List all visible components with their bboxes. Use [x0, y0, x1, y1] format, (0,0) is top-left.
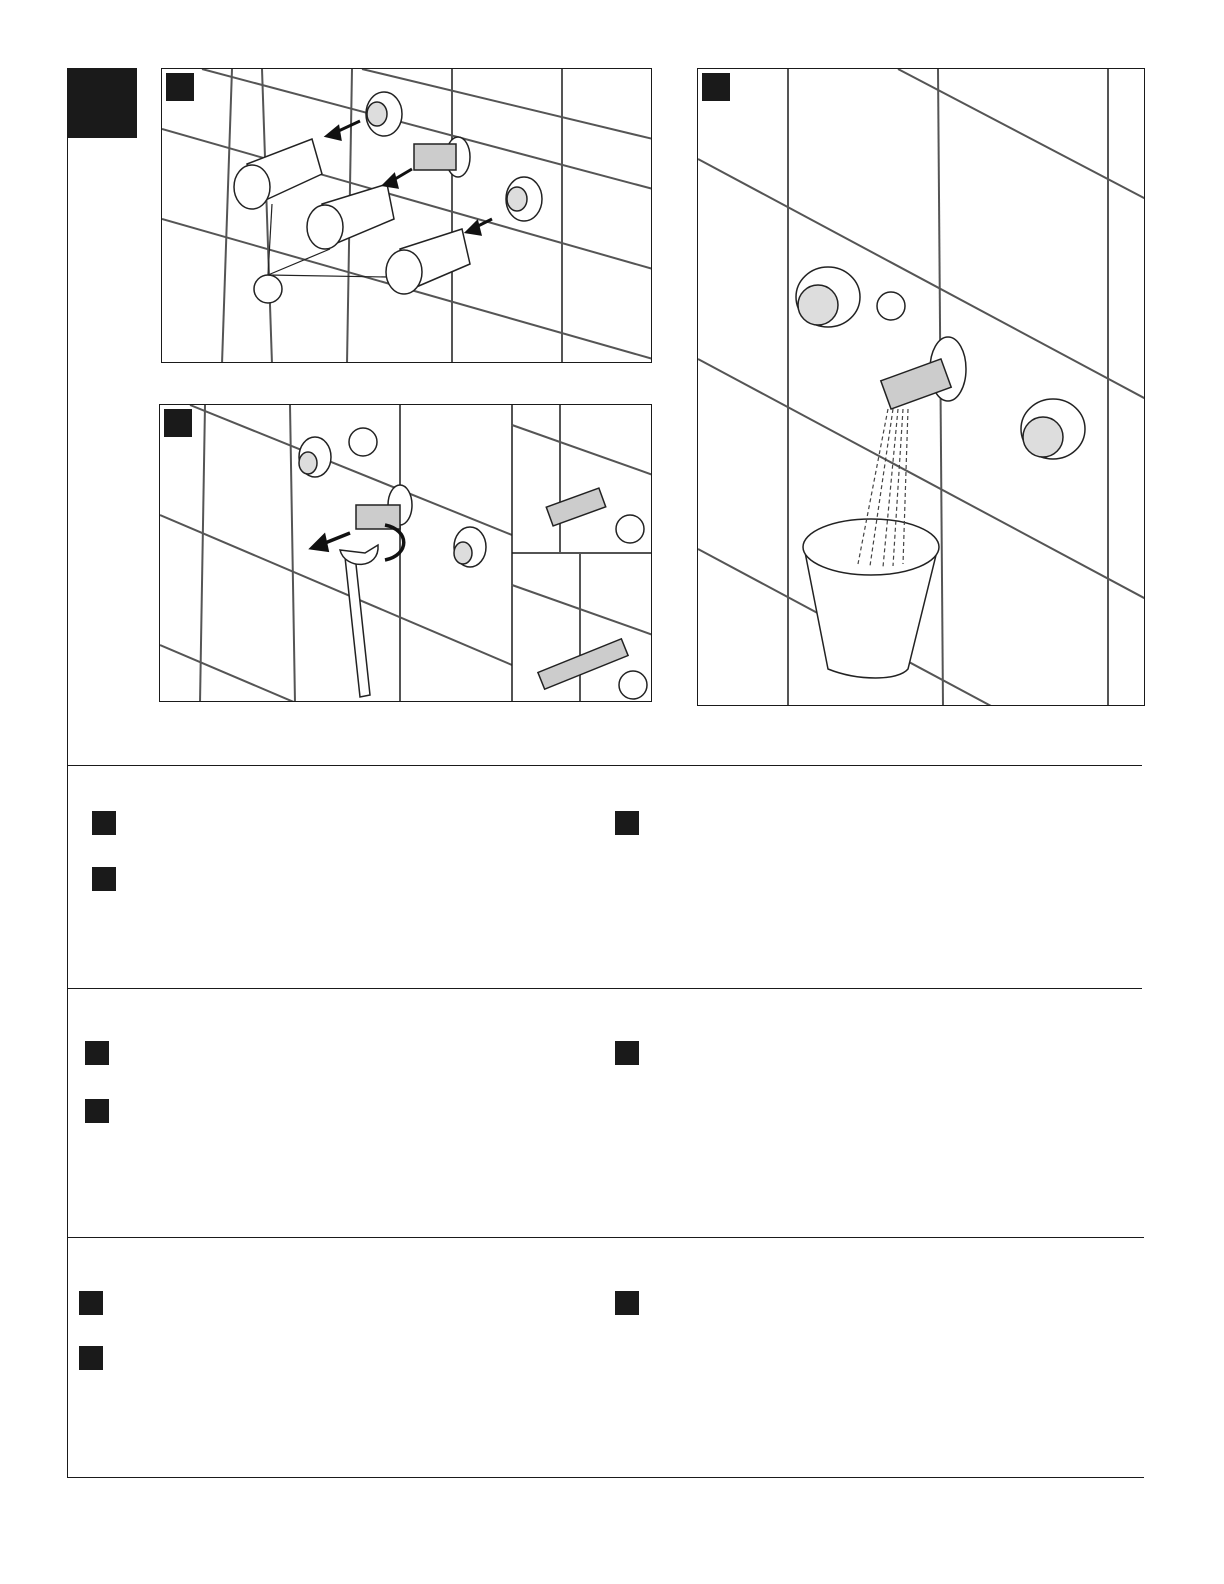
section-3-step-a-badge — [79, 1291, 103, 1315]
left-margin-rule — [67, 68, 68, 1478]
section-2-step-c-badge — [615, 1041, 639, 1065]
section-1-step-b-badge — [92, 867, 116, 891]
section-3-step-c-badge — [615, 1291, 639, 1315]
section-2-step-a-badge — [85, 1041, 109, 1065]
figure-c-flush-system — [697, 68, 1145, 706]
section-1-step-c-badge — [615, 811, 639, 835]
section-divider-1 — [67, 765, 1142, 766]
figure-c-illustration — [698, 69, 1145, 706]
step-number-badge — [67, 68, 137, 138]
section-2-step-b-badge — [85, 1099, 109, 1123]
figure-b-illustration — [160, 405, 652, 702]
section-3-step-b-badge — [79, 1346, 103, 1370]
section-1-step-a-badge — [92, 811, 116, 835]
section-divider-2 — [67, 988, 1142, 989]
figure-b-label — [164, 409, 192, 437]
section-divider-4 — [67, 1477, 1144, 1478]
figure-a-illustration — [162, 69, 652, 363]
section-divider-3 — [67, 1237, 1144, 1238]
figure-c-label — [702, 73, 730, 101]
figure-a-label — [166, 73, 194, 101]
figure-b-remove-nipple — [159, 404, 652, 702]
figure-a-install-covers — [161, 68, 652, 363]
